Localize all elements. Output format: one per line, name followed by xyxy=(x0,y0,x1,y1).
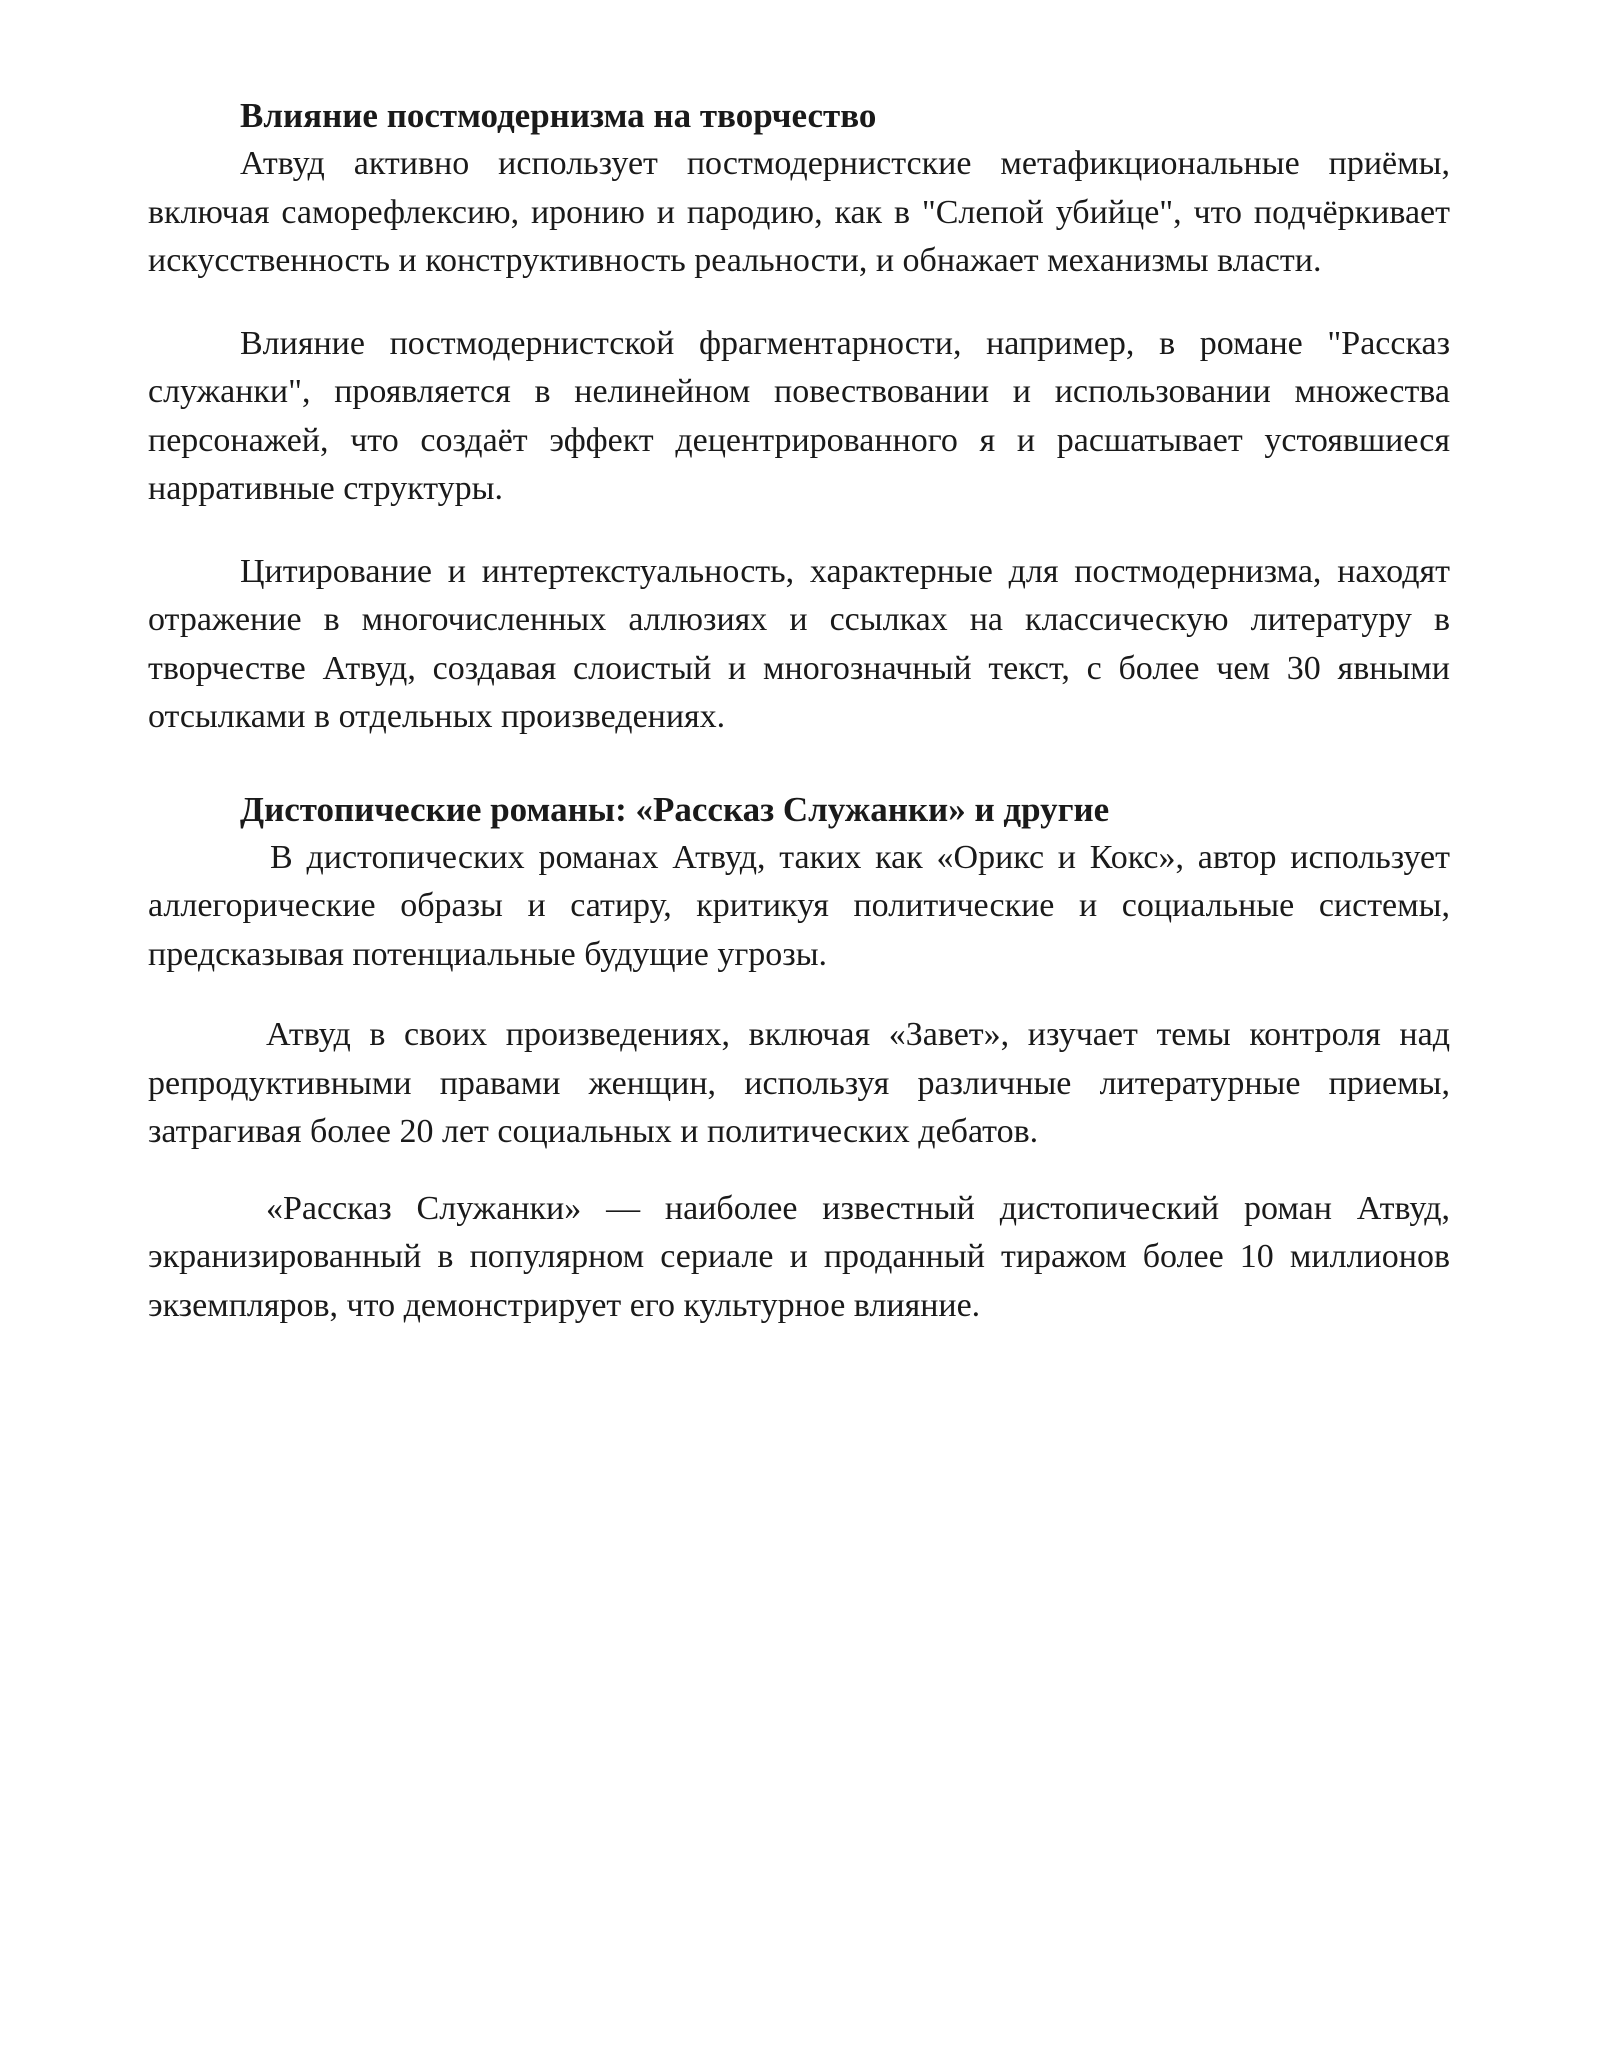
paragraph-handmaids-tale: «Рассказ Служанки» — наиболее известный дистопический роман Атвуд, экранизированный в популярном сериале и проданный тиражом более 10 миллионов экземпляров, что демонстрирует его культурное влияние. xyxy=(148,1189,1450,1324)
paragraph-spacer xyxy=(148,286,1450,320)
section-postmodernism xyxy=(148,92,1450,742)
section-dystopian-novels xyxy=(148,786,1450,1331)
paragraph-fragmentation: Влияние постмодернистской фрагментарности, например, в романе "Рассказ служанки", проявляется в нелинейном повествовании и использовании множества персонажей, что создаёт эффект децентрированного я и расшатывает устоявшиеся нарративные структуры. xyxy=(148,324,1450,507)
section-heading-dystopian: Дистопические романы: «Рассказ Служанки» и другие xyxy=(240,789,1110,829)
paragraph-intertextuality: Цитирование и интертекстуальность, характерные для постмодернизма, находят отражение в многочисленных аллюзиях и ссылках на классическую литературу в творчестве Атвуд, создавая слоистый и многозначный текст, с более чем 30 явными отсылками в отдельных произведениях. xyxy=(148,552,1450,735)
paragraph-testaments: Атвуд в своих произведениях, включая «Завет», изучает темы контроля над репродуктивными правами женщин, используя различные литературные приемы, затрагивая более 20 лет социальных и политических дебатов. xyxy=(148,1016,1450,1150)
paragraph-spacer xyxy=(148,979,1450,1011)
document-page xyxy=(148,92,1450,1330)
section-heading-postmodernism: Влияние постмодернизма на творчество xyxy=(240,96,877,135)
paragraph-oryx-and-crake: В дистопических романах Атвуд, таких как «Орикс и Кокс», автор использует аллегорические образы и сатиру, критикуя политические и социальные системы, предсказывая потенциальные будущие угрозы. xyxy=(148,838,1450,973)
paragraph-metafiction: Атвуд активно использует постмодернистские метафикциональные приёмы, включая саморефлексию, иронию и пародию, как в "Слепой убийце", что подчёркивает искусственность и конструктивность реальности, и обнажает механизмы власти. xyxy=(148,145,1450,279)
paragraph-spacer xyxy=(148,514,1450,548)
section-spacer xyxy=(148,742,1450,786)
paragraph-spacer xyxy=(148,1157,1450,1185)
